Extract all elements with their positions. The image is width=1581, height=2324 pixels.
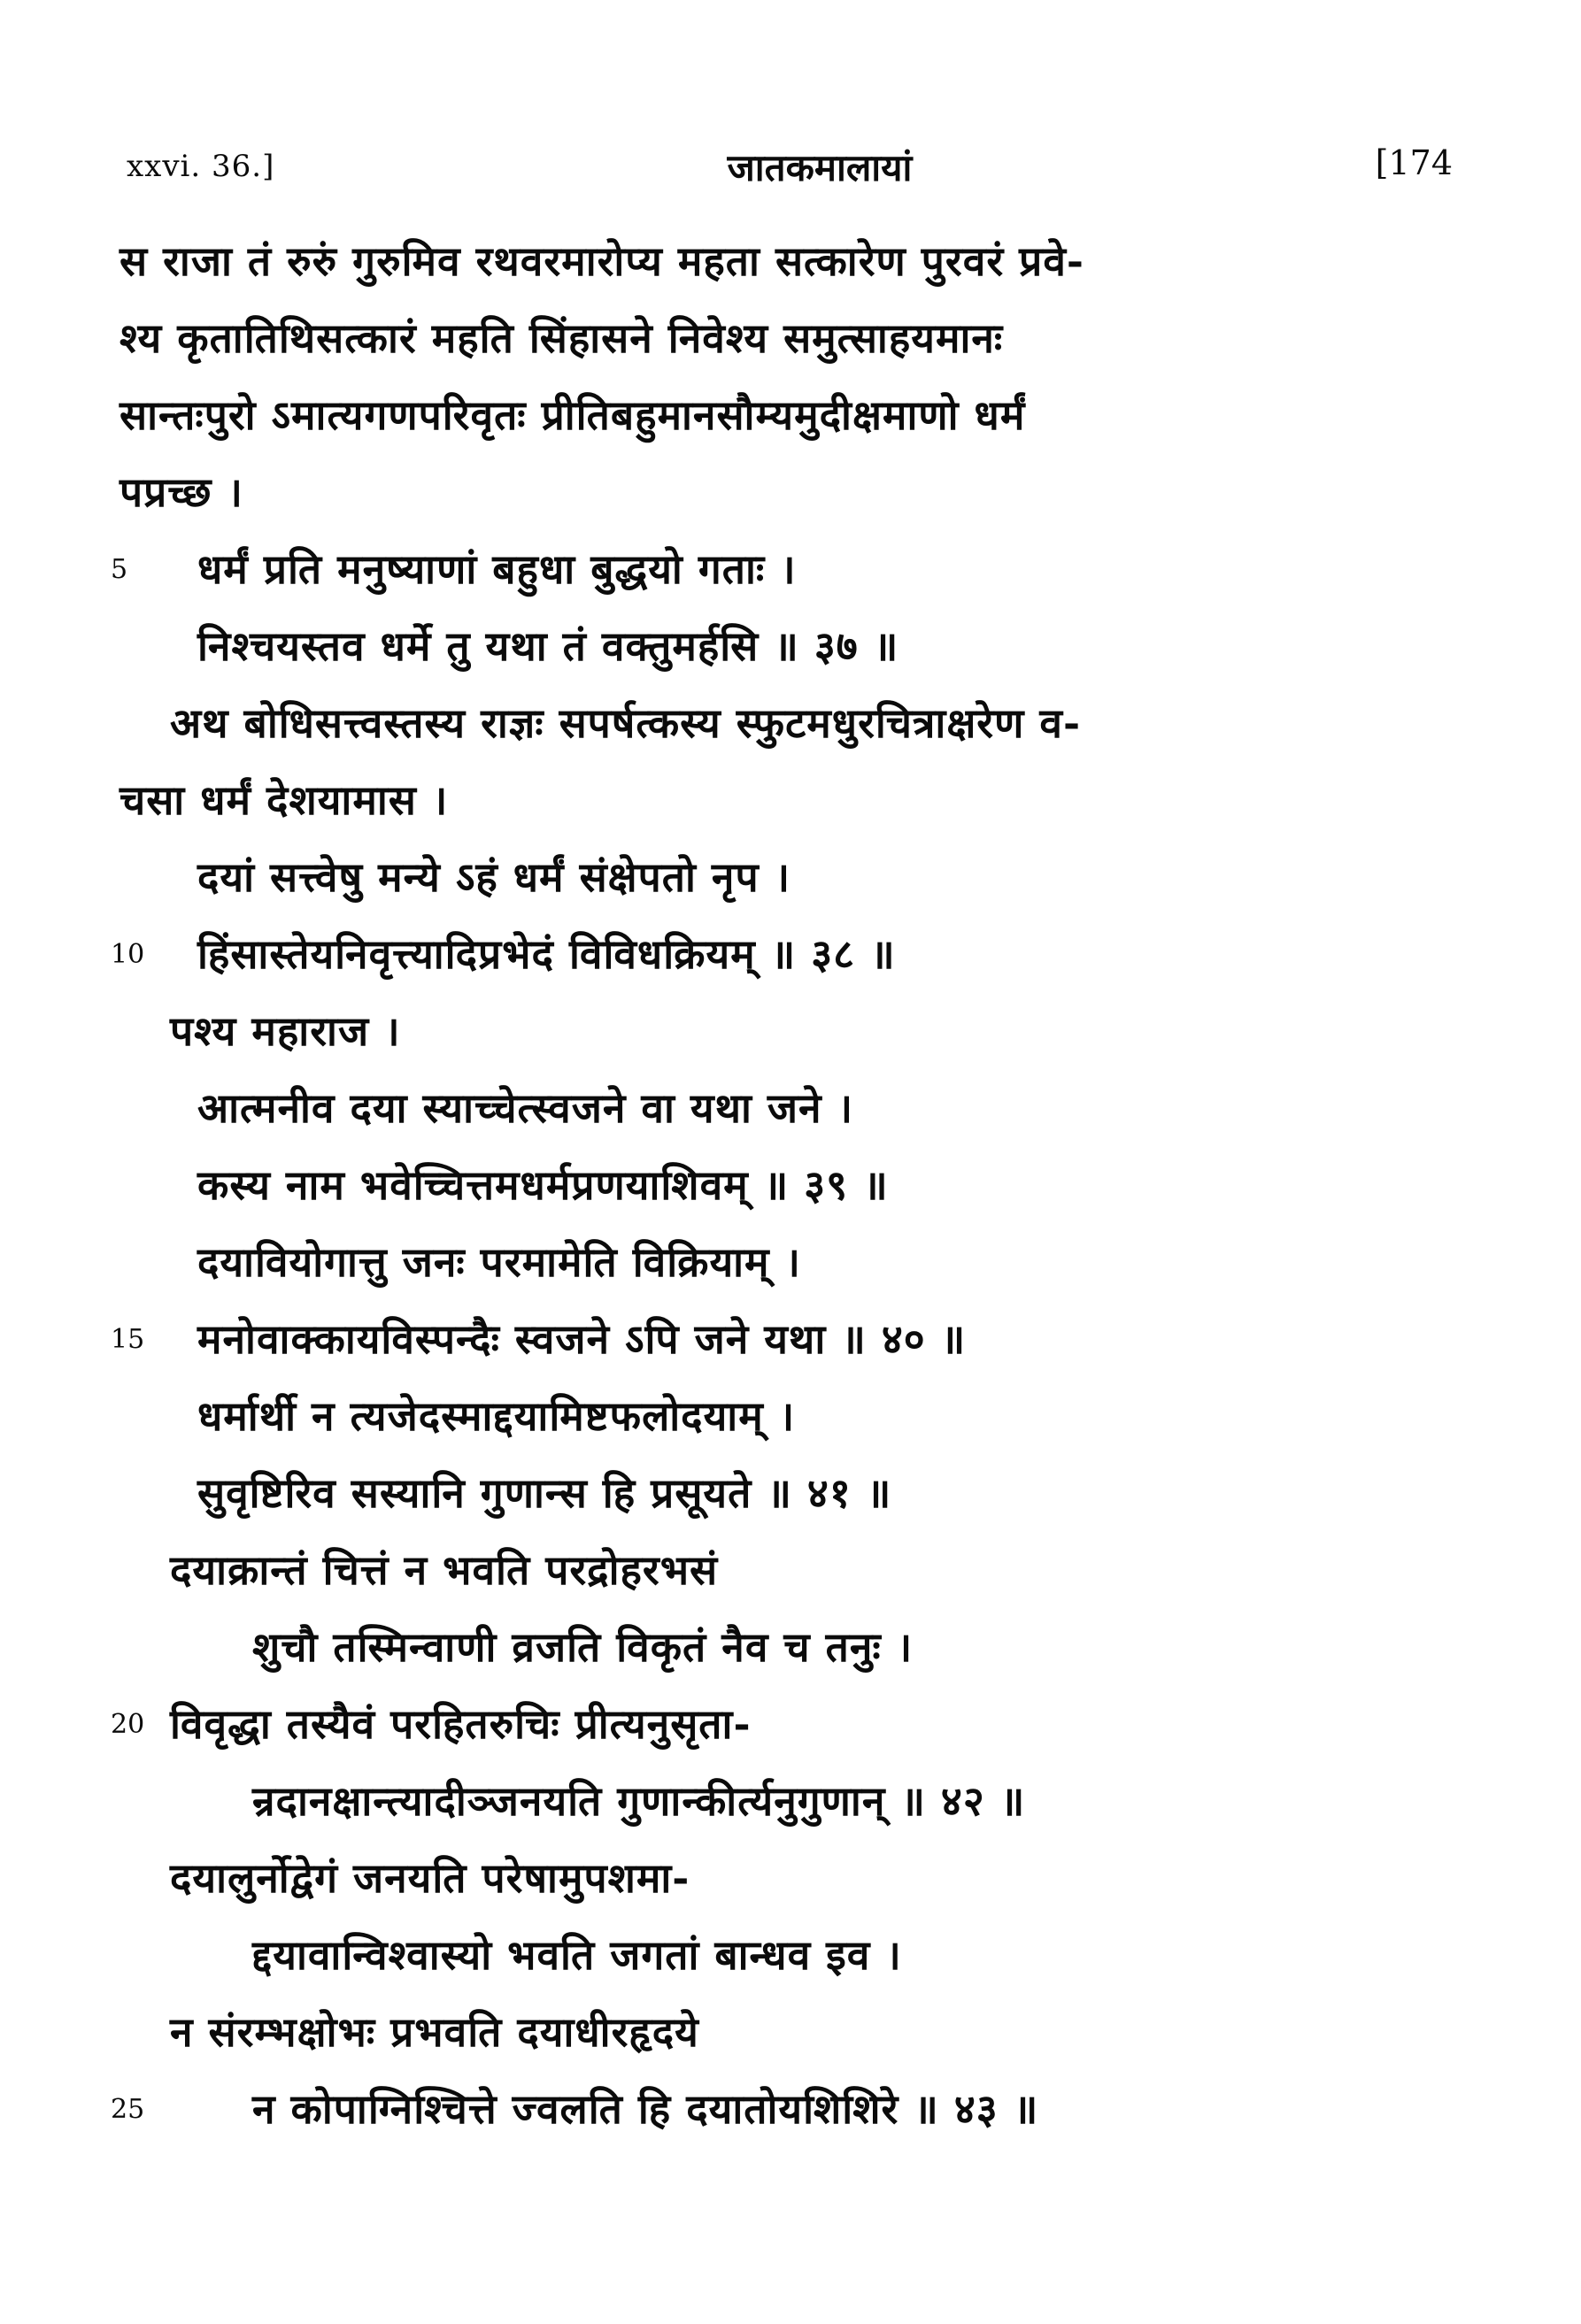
verse-line: [120, 1378, 1474, 1455]
verse-line: [120, 839, 1474, 916]
running-title: जातकमालायां: [727, 146, 913, 189]
line-text: मनोवाक्कायविस्पन्दैः स्वजने ऽपि जने यथा ॥ ४० ॥: [197, 1315, 967, 1363]
text-line: [120, 685, 1474, 762]
line-text: दयाक्रान्तं चित्तं न भवति परद्रोहरभसं: [170, 1546, 719, 1594]
verse-line: [120, 1455, 1474, 1532]
margin-line-number: 10: [111, 939, 145, 970]
line-text: श्य कृतातिथिसत्कारं महति सिंहासने निवेश्य समुत्साहयमानः: [120, 314, 1004, 362]
verse-line: [111, 2071, 1474, 2148]
line-text: आत्मनीव दया स्याच्चेत्स्वजने वा यथा जने ।: [197, 1084, 854, 1132]
line-text: न कोपाग्निश्चित्ते ज्वलति हि दयातोयशिशिरे ॥ ४३ ॥: [252, 2085, 1039, 2133]
line-text: सान्तःपुरो ऽमात्यगणपरिवृतः प्रीतिबहुमानसौम्यमुदीक्षमाणो धर्मं: [120, 391, 1026, 439]
line-text: धर्मार्थी न त्यजेदस्माद्दयामिष्टफलोदयाम् ।: [197, 1392, 796, 1440]
verse-line: [111, 916, 1474, 993]
line-text: स राजा तं रुरुं गुरुमिव रथवरमारोप्य महता सत्कारेण पुरवरं प्रवे-: [120, 237, 1084, 285]
verse-line: [120, 1917, 1474, 1994]
line-text: अथ बोधिसत्त्वस्तस्य राज्ञः सपर्षत्कस्य स्फुटमधुरचित्राक्षरेण व-: [170, 699, 1082, 747]
line-text: न्रदानक्षान्त्यादीञ्जनयति गुणान्कीर्त्यनुगुणान् ॥ ४२ ॥: [252, 1777, 1026, 1825]
margin-line-number: 20: [111, 1709, 145, 1740]
line-text: दयावियोगात्तु जनः परमामेति विक्रियाम् ।: [197, 1238, 801, 1286]
verse-line: [111, 1686, 1474, 1763]
text-line: [120, 223, 1474, 300]
line-text: चसा धर्मं देशयामास ।: [120, 776, 449, 824]
text-line: [120, 300, 1474, 377]
verse-line: [120, 1994, 1474, 2071]
verse-line: [120, 1763, 1474, 1840]
text-line: [120, 377, 1474, 454]
text-block: [111, 223, 1474, 2148]
line-text: धर्मं प्रति मनुष्याणां बहुधा बुद्धयो गताः ।: [197, 545, 797, 593]
verse-line: [120, 1070, 1474, 1147]
line-text: सुवृष्टिरिव सस्यानि गुणान्स हि प्रसूयते ॥ ४१ ॥: [197, 1469, 892, 1517]
line-text: पप्रच्छ ।: [120, 468, 243, 516]
margin-line-number: 5: [111, 554, 128, 585]
line-text: हिंसास्तेयनिवृत्त्यादिप्रभेदं विविधक्रियम् ॥ ३८ ॥: [197, 930, 896, 978]
line-text: पश्य महाराज ।: [170, 1007, 401, 1055]
text-line: [120, 993, 1474, 1070]
margin-line-number: 25: [111, 2094, 145, 2125]
running-header: [0, 142, 1581, 195]
verse-line: [120, 1609, 1474, 1686]
line-text: दयालुर्नोद्वेगं जनयति परेषामुपशमा-: [170, 1854, 690, 1902]
verse-line: [120, 608, 1474, 685]
verse-line: [120, 1224, 1474, 1301]
line-text: निश्चयस्तव धर्मे तु यथा तं वक्तुमर्हसि ॥ ३७ ॥: [197, 622, 899, 670]
line-text: दयां सत्त्वेषु मन्ये ऽहं धर्मं संक्षेपतो नृप ।: [197, 853, 791, 901]
margin-line-number: 15: [111, 1324, 145, 1355]
verse-line: [120, 1147, 1474, 1224]
verse-line: [120, 1840, 1474, 1917]
text-line: [120, 762, 1474, 839]
verse-line: [111, 531, 1474, 608]
verse-line: [111, 1301, 1474, 1378]
line-text: विवृद्धा तस्यैवं परहितरुचिः प्रीत्यनुसृता-: [170, 1700, 752, 1748]
verse-line: [120, 1532, 1474, 1609]
line-text: द्दयावान्विश्वास्यो भवति जगतां बान्धव इव ।: [252, 1931, 902, 1979]
page-number: [174: [1375, 143, 1453, 182]
chapter-verse-marker: xxvi. 36.]: [127, 149, 275, 184]
text-line: [120, 454, 1474, 531]
line-text: शुचौ तस्मिन्वाणी व्रजति विकृतं नैव च तनुः ।: [252, 1623, 914, 1671]
line-text: कस्य नाम भवेच्चित्तमधर्मप्रणयाशिवम् ॥ ३९ ॥: [197, 1161, 889, 1209]
line-text: न संरम्भक्षोभः प्रभवति दयाधीरहृदये: [170, 2008, 699, 2056]
